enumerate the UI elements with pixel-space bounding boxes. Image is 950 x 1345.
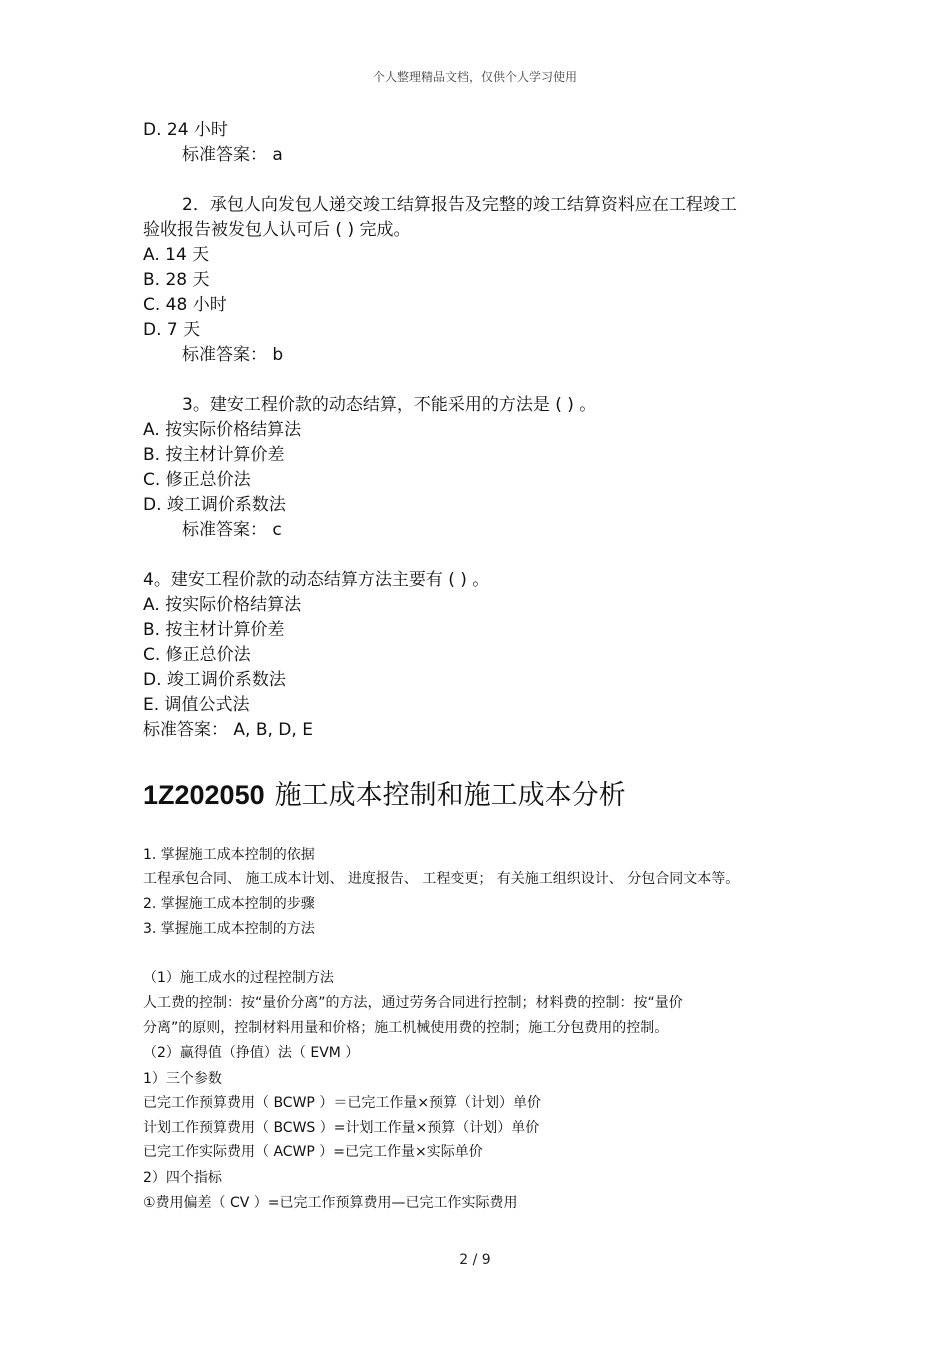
q4-option-c: C. 修正总价法 bbox=[143, 645, 251, 665]
q3-answer: 标准答案： c bbox=[182, 520, 282, 540]
body-line-12: 已完工作实际费用（ ACWP ）=已完工作量×实际单价 bbox=[143, 1144, 483, 1160]
q2-option-a: A. 14 天 bbox=[143, 245, 210, 265]
q4-option-d: D. 竣工调价系数法 bbox=[143, 670, 286, 690]
q4-option-e: E. 调值公式法 bbox=[143, 695, 250, 715]
body-line-3: 2. 掌握施工成本控制的步骤 bbox=[143, 896, 315, 912]
q3-option-b: B. 按主材计算价差 bbox=[143, 445, 285, 465]
q1-answer: 标准答案： a bbox=[182, 145, 283, 165]
q2-option-c: C. 48 小时 bbox=[143, 295, 227, 315]
body-line-9: 1）三个参数 bbox=[143, 1071, 222, 1087]
body-line-10: 已完工作预算费用（ BCWP ）＝已完工作量×预算（计划）单价 bbox=[143, 1095, 542, 1111]
body-line-11: 计划工作预算费用（ BCWS ）=计划工作量×预算（计划）单价 bbox=[143, 1120, 540, 1136]
q2-answer: 标准答案： b bbox=[182, 345, 284, 365]
body-line-1: 1. 掌握施工成本控制的依据 bbox=[143, 847, 315, 863]
body-line-5: （1）施工成水的过程控制方法 bbox=[143, 970, 334, 986]
section-title: 施工成本控制和施工成本分析 bbox=[274, 780, 626, 811]
page-number: 2 / 9 bbox=[459, 1252, 491, 1268]
q4-option-a: A. 按实际价格结算法 bbox=[143, 595, 302, 615]
body-line-14: ①费用偏差（ CV ）=已完工作预算费用—已完工作实际费用 bbox=[143, 1195, 518, 1211]
q4-stem: 4。建安工程价款的动态结算方法主要有 ( ) 。 bbox=[143, 570, 490, 590]
page-header: 个人整理精品文档，仅供个人学习使用 bbox=[372, 70, 577, 84]
q2-option-b: B. 28 天 bbox=[143, 270, 210, 290]
section-heading bbox=[143, 778, 626, 813]
body-line-13: 2）四个指标 bbox=[143, 1170, 222, 1186]
q4-option-b: B. 按主材计算价差 bbox=[143, 620, 285, 640]
q1-option-d: D. 24 小时 bbox=[143, 120, 228, 140]
q3-stem: 3。建安工程价款的动态结算，不能采用的方法是 ( ) 。 bbox=[182, 395, 597, 415]
body-line-8: （2）赢得值（挣值）法（ EVM ） bbox=[143, 1045, 360, 1061]
body-line-4: 3. 掌握施工成本控制的方法 bbox=[143, 921, 315, 937]
q3-option-d: D. 竣工调价系数法 bbox=[143, 495, 286, 515]
body-line-7: 分离”的原则，控制材料用量和价格；施工机械使用费的控制；施工分包费用的控制。 bbox=[143, 1020, 669, 1036]
body-line-2: 工程承包合同、 施工成本计划、 进度报告、 工程变更； 有关施工组织设计、 分包合同文本等。 bbox=[143, 871, 740, 887]
q2-stem-line1: 2．承包人向发包人递交竣工结算报告及完整的竣工结算资料应在工程竣工 bbox=[182, 195, 737, 215]
body-line-6: 人工费的控制：按“量价分离”的方法，通过劳务合同进行控制；材料费的控制：按“量价 bbox=[143, 995, 683, 1011]
section-code: 1Z202050 bbox=[143, 780, 265, 810]
q4-answer: 标准答案： A, B, D, E bbox=[143, 720, 313, 740]
q3-option-c: C. 修正总价法 bbox=[143, 470, 251, 490]
q3-option-a: A. 按实际价格结算法 bbox=[143, 420, 302, 440]
q2-stem-line2: 验收报告被发包人认可后 ( ) 完成。 bbox=[143, 220, 411, 240]
q2-option-d: D. 7 天 bbox=[143, 320, 201, 340]
